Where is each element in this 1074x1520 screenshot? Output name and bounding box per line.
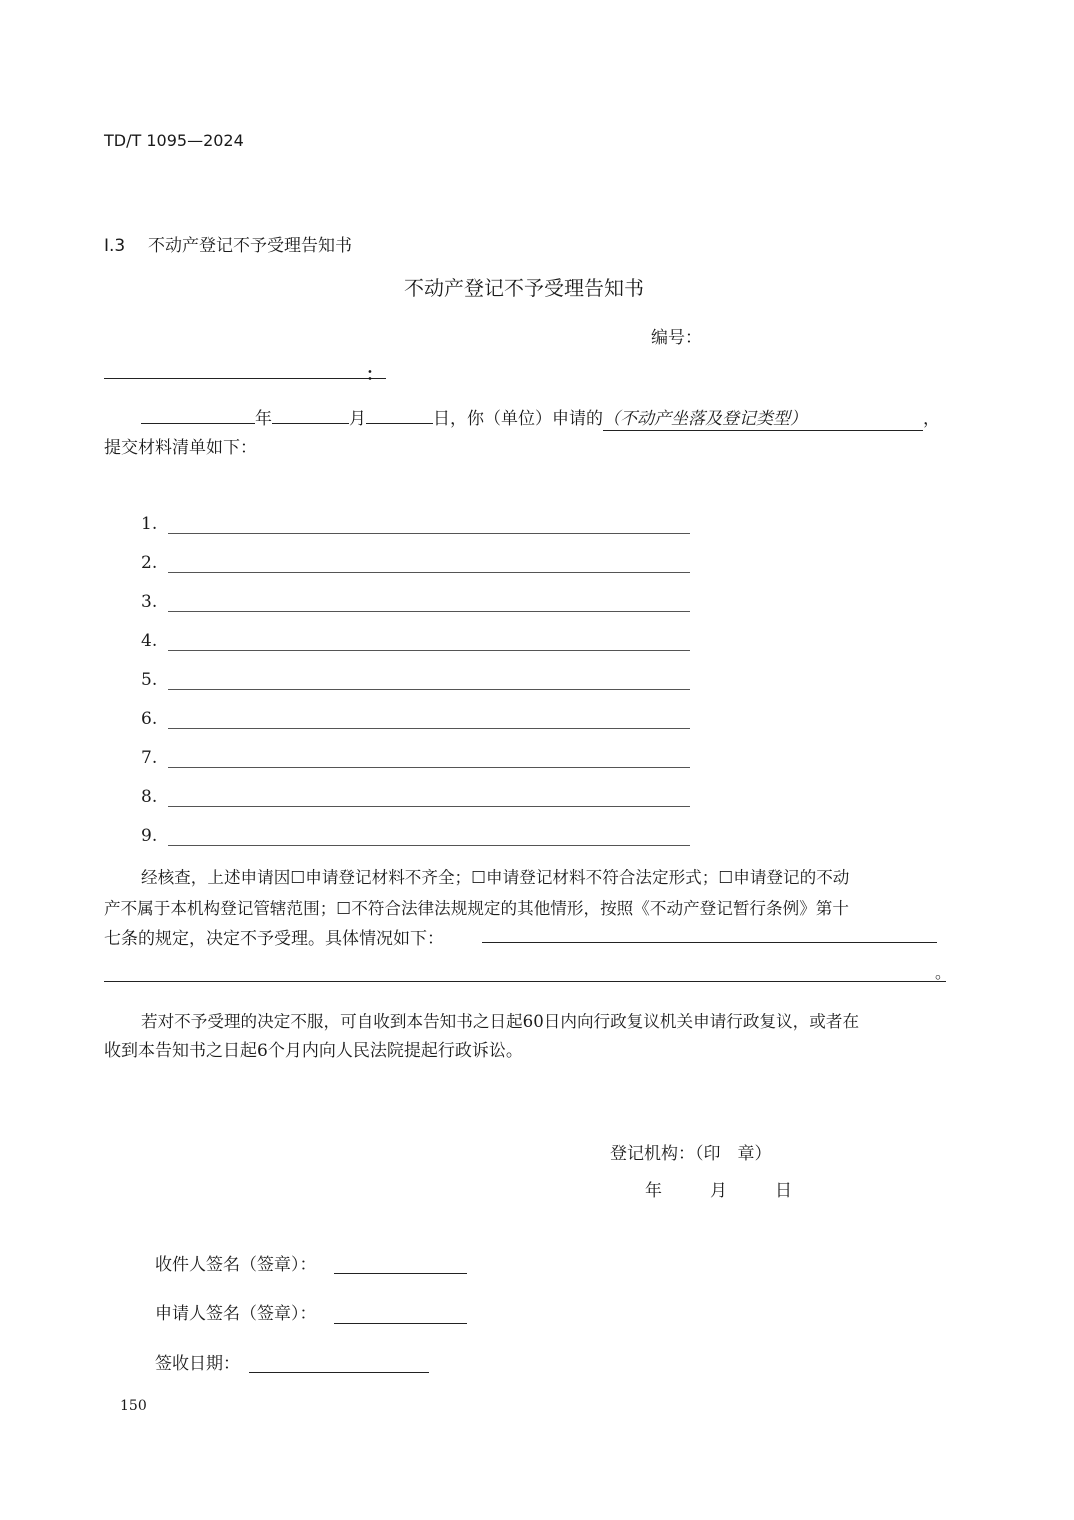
section-heading <box>104 231 352 256</box>
applicant-signature-line <box>334 1323 467 1324</box>
receiver-signature-label: 收件人签名（签章）： <box>155 1255 317 1275</box>
list-item-number: 1. <box>141 514 158 534</box>
receiver-signature-line <box>334 1273 467 1274</box>
review-line-1: 经核查，上述申请因☐申请登记材料不齐全；☐申请登记材料不符合法定形式；☐申请登记的不动 <box>141 868 850 887</box>
intro-comma: ， <box>923 409 940 429</box>
sign-date-line <box>249 1372 429 1373</box>
appeal-line-1: 若对不予受理的决定不服，可自收到本告知书之日起60日内向行政复议机关申请行政复议，或者在 <box>141 1012 860 1031</box>
list-item-number: 2. <box>141 553 158 573</box>
list-item-line <box>168 572 690 573</box>
month-label: 月 <box>349 409 366 429</box>
registration-agency: 登记机构：（印 章） <box>610 1144 772 1164</box>
list-item-number: 5. <box>141 670 158 690</box>
signoff-year: 年 <box>645 1181 662 1201</box>
appeal-line-2: 收到本告知书之日起6个月内向人民法院提起行政诉讼。 <box>104 1041 523 1061</box>
applicant-signature-label: 申请人签名（签章）： <box>155 1304 317 1324</box>
list-item-line <box>168 611 690 612</box>
property-type-hint: （不动产坐落及登记类型） <box>603 409 807 429</box>
year-blank <box>141 422 255 424</box>
list-item-line <box>168 689 690 690</box>
review-line-2: 产不属于本机构登记管辖范围；☐不符合法律法规规定的其他情形，按照《不动产登记暂行条例》第十 <box>104 899 849 918</box>
list-item-line <box>168 806 690 807</box>
list-item-number: 4. <box>141 631 158 651</box>
list-item-line <box>168 650 690 651</box>
details-line-1 <box>482 942 937 943</box>
signoff-day: 日 <box>775 1181 792 1201</box>
property-type-field <box>603 408 923 431</box>
intro-line-1 <box>141 404 951 435</box>
list-item-line <box>168 767 690 768</box>
year-label: 年 <box>255 409 272 429</box>
details-line-2 <box>104 981 946 982</box>
intro-line-2: 提交材料清单如下： <box>104 438 257 458</box>
list-item-line <box>168 533 690 534</box>
section-title: 不动产登记不予受理告知书 <box>148 236 353 256</box>
month-blank <box>272 422 349 424</box>
review-line-3: 七条的规定，决定不予受理。具体情况如下： <box>104 929 444 949</box>
list-item-number: 8. <box>141 787 158 807</box>
list-item-number: 7. <box>141 748 158 768</box>
signoff-date <box>645 1176 792 1207</box>
sign-date-label: 签收日期： <box>155 1354 240 1374</box>
recipient-colon: ： <box>366 365 383 385</box>
page-number: 150 <box>120 1398 147 1414</box>
day-blank <box>366 422 433 424</box>
section-number: I.3 <box>104 236 126 256</box>
list-item-line <box>168 728 690 729</box>
list-item-number: 3. <box>141 592 158 612</box>
signoff-month: 月 <box>710 1181 727 1201</box>
standard-code: TD/T 1095—2024 <box>104 131 244 150</box>
list-item-number: 9. <box>141 826 158 846</box>
document-number-label: 编号： <box>651 328 702 348</box>
details-period: 。 <box>935 963 952 982</box>
day-text: 日，你（单位）申请的 <box>433 409 603 429</box>
list-item-number: 6. <box>141 709 158 729</box>
list-item-line <box>168 845 690 846</box>
recipient-line <box>104 378 386 379</box>
document-title: 不动产登记不予受理告知书 <box>404 276 644 300</box>
